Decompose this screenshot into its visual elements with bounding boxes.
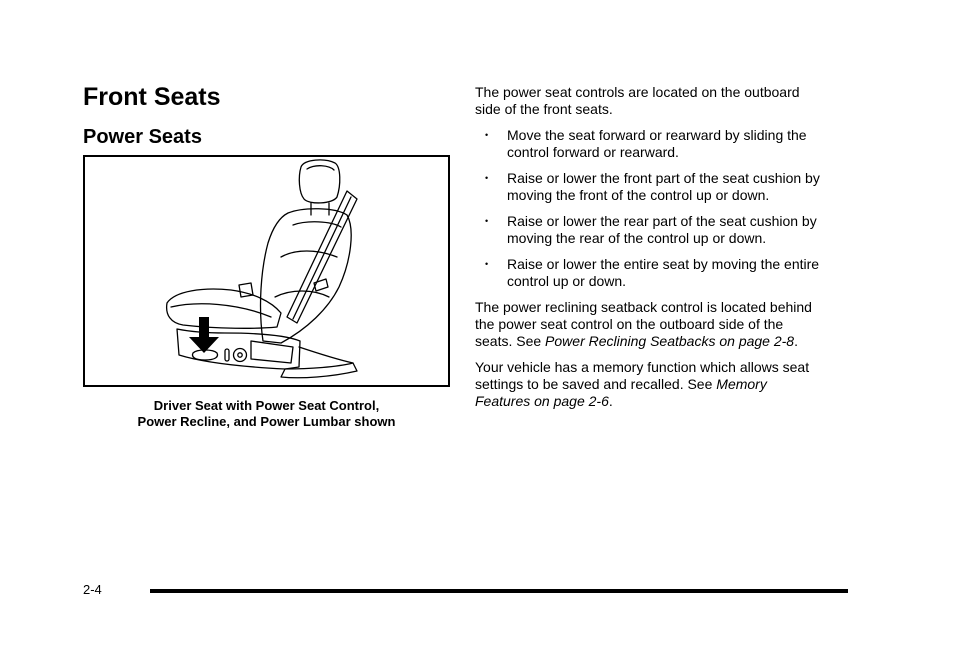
seat-illustration (83, 155, 450, 387)
memory-page-reference-cont: Features on page 2-6 (475, 393, 609, 409)
bullet-item: • Move the seat forward or rearward by sliding the control forward or rearward. (485, 127, 807, 160)
control-bullet-list (475, 127, 855, 290)
bullet-icon: • (485, 173, 489, 183)
recline-page-reference: Power Reclining Seatbacks on page 2-8 (545, 333, 795, 349)
intro-paragraph: The power seat controls are located on the outboard side of the front seats. (475, 84, 800, 117)
section-subheading: Power Seats (83, 126, 202, 148)
page-heading: Front Seats (83, 83, 221, 111)
seat-drawing (85, 157, 448, 385)
bullet-item: • Raise or lower the front part of the seat cushion by moving the front of the control up or down. (485, 170, 820, 203)
recline-paragraph: The power reclining seatback control is located behind the power seat control on the outboard side of the seats. See Power Reclining Seatbacks on page 2-8. (475, 299, 812, 349)
headrest-shape (299, 160, 339, 203)
bullet-item: • Raise or lower the entire seat by moving the entire control up or down. (485, 256, 820, 289)
cushion-shape (167, 289, 281, 328)
bullet-icon: • (485, 216, 489, 226)
bullet-icon: • (485, 130, 489, 140)
footer-rule (150, 589, 848, 593)
memory-page-reference: Memory (716, 376, 767, 392)
right-column (475, 84, 855, 419)
figure-caption: Driver Seat with Power Seat Control, Power Recline, and Power Lumbar shown (137, 398, 396, 429)
memory-paragraph: Your vehicle has a memory function which allows seat settings to be saved and recalled. See Memory Features on page 2-6. (475, 359, 810, 409)
arrow-down-icon (189, 317, 219, 353)
bullet-item: • Raise or lower the rear part of the seat cushion by moving the rear of the control up or down. (485, 213, 817, 246)
seatback-shape (261, 209, 352, 343)
bullet-icon: • (485, 259, 489, 269)
page-number: 2-4 (83, 582, 102, 597)
